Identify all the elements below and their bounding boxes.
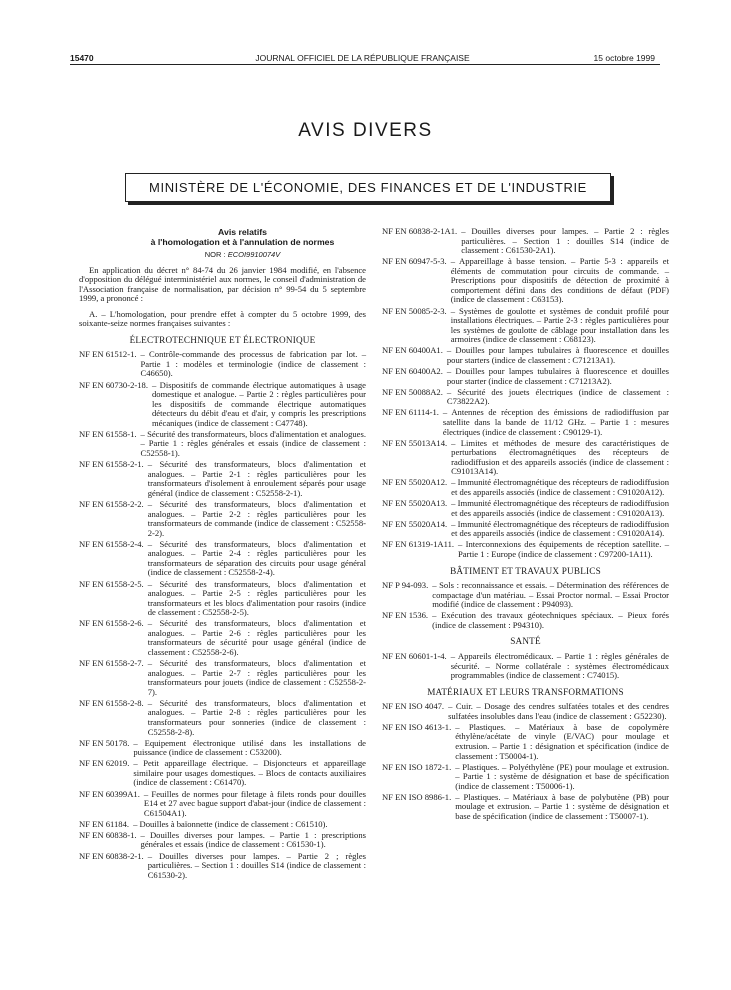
standard-code: NF EN 1536. — [382, 610, 429, 621]
standard-entry — [382, 540, 669, 559]
right-sections — [382, 227, 669, 822]
standard-code: NF EN 61558-2-5. — [79, 578, 144, 589]
standard-code: NF EN 60838-2-1. — [79, 850, 144, 861]
standard-code: NF EN 61558-2-7. — [79, 658, 144, 669]
ministry-name: MINISTÈRE DE L'ÉCONOMIE, DES FINANCES ET DE L'INDUSTRIE — [149, 180, 587, 195]
standard-code: NF EN 61558-2-8. — [79, 697, 144, 708]
intro-paragraph: En application du décret n° 84-74 du 26 janvier 1984 modifié, en l'absence d'opposition du délégué interministériel aux normes, le conseil d'administration de l'Association française de normalisation, par décision n° 99-54 du 5 septembre 1999, a prononcé : — [79, 264, 366, 304]
standard-description: – Sécurité des transformateurs, blocs d'alimentation et analogues. – Partie 2-5 : règles particulières pour les transformateurs et les blocs d'alimentation pour rasoirs (indice de classement : C52558-2-5). — [147, 578, 366, 618]
standard-code: NF EN 55020A12. — [382, 477, 448, 488]
standard-description: – Douilles diverses pour lampes. – Partie 2 : règles particulières. – Section 1 : douilles S14 (indice de classement : C61530-2A1). — [461, 226, 669, 256]
section-heading: MATÉRIAUX ET LEURS TRANSFORMATIONS — [427, 686, 624, 697]
standard-code: NF EN 60399A1. — [79, 788, 140, 799]
standard-code: NF EN 61558-2-1. — [79, 459, 144, 470]
standard-code: NF EN 61184. — [79, 818, 130, 829]
standard-entry — [79, 659, 366, 697]
standard-entry — [382, 388, 669, 407]
standard-entry — [382, 652, 669, 681]
left-column — [79, 227, 366, 882]
standard-description: – Appareils électromédicaux. – Partie 1 : règles générales de sécurité. – Norme collatérale : systèmes électromédicaux programmables (indice de classement : C74015). — [450, 651, 669, 681]
standard-description: – Sécurité des transformateurs, blocs d'alimentation et analogues. – Partie 2-7 : règles particulières pour les transformateurs pour jouets (indice de classement : C52558-2-7). — [147, 658, 366, 697]
standard-code: NF EN 61319-1A11. — [382, 539, 455, 550]
nor-reference — [119, 250, 366, 260]
standard-entry — [79, 852, 366, 881]
standard-entry — [382, 257, 669, 305]
standard-code: NF EN 60400A2. — [382, 366, 443, 377]
standard-code: NF EN 60601-1-4. — [382, 651, 447, 661]
standard-code: NF P 94-093. — [382, 580, 429, 591]
standard-description: – Sécurité des transformateurs, blocs d'alimentation et analogues. – Partie 2-8 : règles particulières pour les transformateurs pour sonneries (indice de classement : C52558-2-8). — [147, 697, 366, 737]
standard-entry — [79, 619, 366, 657]
page-number: 15470 — [70, 53, 94, 63]
standard-code: NF EN 61558-1. — [79, 428, 137, 439]
standard-code: NF EN 50088A2. — [382, 386, 443, 397]
standard-description: – Petit appareillage électrique. – Disjoncteurs et appareillage similaire pour usages domestiques. – Blocs de contacts auxiliaires (indice de classement : C61470). — [133, 758, 366, 788]
standard-description: – Douilles diverses pour lampes. – Partie 1 : prescriptions générales et essais (indice de classement : C61530-1). — [140, 829, 366, 850]
standard-description: – Douilles à baïonnette (indice de classement : C61510). — [133, 818, 328, 829]
section-a-paragraph: A. – L'homologation, pour prendre effet à compter du 5 octobre 1999, des soixante-seize normes françaises suivantes : — [79, 308, 366, 329]
standard-entry — [382, 499, 669, 518]
standard-code: NF EN 55020A13. — [382, 498, 448, 509]
standard-entry — [382, 408, 669, 437]
standard-entry — [382, 611, 669, 630]
publication-date: 15 octobre 1999 — [593, 53, 655, 63]
section-heading: ÉLECTROTECHNIQUE ET ÉLECTRONIQUE — [129, 334, 316, 345]
standard-code: NF EN ISO 4613-1. — [382, 721, 452, 732]
standard-entry — [382, 439, 669, 477]
section-heading: BÂTIMENT ET TRAVAUX PUBLICS — [450, 565, 601, 576]
standard-entry — [382, 793, 669, 822]
avis-title — [119, 227, 366, 247]
standard-entry — [382, 346, 669, 365]
standard-code: NF EN 60838-1. — [79, 829, 137, 840]
standard-entry — [79, 580, 366, 618]
left-sections — [79, 336, 366, 880]
standard-entry — [79, 381, 366, 429]
standard-description: – Cuir. – Dosage des cendres sulfatées totales et des cendres sulfatées insolubles dans l'eau (indice de classement : G52230). — [448, 701, 669, 721]
standard-description: – Plastiques. – Polyéthylène (PE) pour moulage et extrusion. – Partie 1 : système de désignation et base de spécification (indice de classement : T50006-1). — [455, 761, 669, 791]
standard-description: – Contrôle-commande des processus de fabrication par lot. – Partie 1 : modèles et terminologie (indice de classement : C46650). — [140, 349, 366, 379]
standard-entry — [79, 540, 366, 578]
standard-entry — [382, 478, 669, 497]
standard-code: NF EN 60947-5-3. — [382, 256, 447, 267]
standard-entry — [382, 702, 669, 721]
ministry-box — [125, 173, 611, 202]
standard-description: – Appareillage à basse tension. – Partie 5-3 : appareils et éléments de commutation pour circuits de commande. – Prescriptions pour dispositifs de détection de proximité à comportement défini dans des conditions de défaut (PDF) (indice de classement : C63153). — [450, 256, 669, 305]
standard-entry — [382, 307, 669, 345]
journal-title: JOURNAL OFFICIEL DE LA RÉPUBLIQUE FRANÇAISE — [255, 53, 470, 63]
standard-description: – Sécurité des transformateurs, blocs d'alimentation et analogues. – Partie 2-6 : règles particulières pour les transformateurs de sécurité pour usage général (indice de classement : C52558-2-6). — [147, 618, 366, 657]
standard-description: – Douilles diverses pour lampes. – Partie 2 ; règles particulières. – Section 1 : douilles S14 (indice de classement : C61530-2). — [147, 850, 366, 880]
standard-code: NF EN 61512-1. — [79, 349, 137, 360]
standard-description: – Feuilles de normes pour filetage à filets ronds pour douilles E14 et 27 avec bague support d'abat-jour (indice de classement : C61504A1). — [143, 788, 366, 818]
standard-description: – Sécurité des jouets électriques (indice de classement : C73822A2). — [446, 386, 669, 407]
standard-code: NF EN 60838-2-1A1. — [382, 226, 458, 236]
standard-code: NF EN 61558-2-2. — [79, 498, 144, 509]
standard-description: – Immunité électromagnétique des récepteurs de radiodiffusion et des appareils associés (indice de classement : C91020A14). — [451, 518, 669, 539]
avis-title-line2: à l'homologation et à l'annulation de normes — [150, 237, 335, 247]
standard-entry — [79, 759, 366, 788]
standard-description: – Plastiques. – Matériaux à base de copolymère éthylène/acétate de vinyle (E/VAC) pour moulage et extrusion. – Partie 1 : désignation et spécification (indice de classement : T50004-1). — [455, 721, 669, 761]
standard-entry — [382, 367, 669, 386]
standard-description: – Dispositifs de commande électrique automatiques à usage domestique et analogue. – Partie 2 : règles particulières pour les dispositifs de commande électrique automatiques détecteurs du débit d'eau et d'air, y compris les prescriptions mécaniques (indice de classement : C47748). — [152, 379, 366, 428]
standard-description: – Antennes de réception des émissions de radiodiffusion par satellite dans la bande de 11/12 GHz. – Partie 1 : mesures électriques (indice de classement : C90129-1). — [442, 407, 669, 437]
section-heading: SANTÉ — [510, 636, 541, 647]
standard-description: – Douilles pour lampes tubulaires à fluorescence et douilles pour starters (indice de classement : C71213A1). — [446, 345, 669, 365]
standard-description: – Sols : reconnaissance et essais. – Détermination des références de compactage d'un matériau. – Essai Proctor normal. – Essai Proctor modifié (indice de classement : P94093). — [432, 580, 669, 610]
standard-description: – Sécurité des transformateurs, blocs d'alimentation et analogues. – Partie 2-4 : règles particulières pour les transformateurs de séparation des circuits pour usage général (indice de classement : C52558-2-4). — [147, 538, 366, 578]
standard-entry — [382, 763, 669, 792]
standard-description: – Interconnexions des équipements de réception satellite. – Partie 1 : Europe (indice de classement : C97200-1A11). — [458, 539, 669, 560]
standard-entry — [382, 520, 669, 539]
standard-code: NF EN 62019. — [79, 758, 130, 769]
nor-code: ECOI9910074V — [227, 250, 281, 259]
standard-description: – Immunité électromagnétique des récepteurs de radiodiffusion et des appareils associés (indice de classement : C91020A12). — [451, 477, 669, 497]
standard-description: – Sécurité des transformateurs, blocs d'alimentation et analogues. – Partie 1 : règles générales et essais (indice de classement : C52558-1). — [140, 428, 366, 459]
standard-entry — [79, 350, 366, 379]
standard-description: – Sécurité des transformateurs, blocs d'alimentation et analogues. – Partie 2-1 : règles particulières pour les transformateurs d'isolement à enroulement séparés pour usage général (indice de classement : C52558-2-1). — [147, 459, 366, 498]
standard-description: – Douilles pour lampes tubulaires à fluorescence et douilles pour starter (indice de classement : C71213A2). — [446, 366, 669, 386]
standard-code: NF EN ISO 1872-1. — [382, 761, 452, 772]
standard-entry — [382, 227, 669, 256]
standard-description: – Exécution des travaux géotechniques spéciaux. – Pieux forés (indice de classement : P94310). — [432, 610, 669, 630]
standard-code: NF EN 55020A14. — [382, 518, 448, 529]
standard-entry — [79, 820, 366, 830]
standard-code: NF EN 61114-1. — [382, 407, 439, 418]
standard-code: NF EN 60400A1. — [382, 345, 443, 356]
standard-code: NF EN 50178. — [79, 737, 130, 748]
avis-title-line1: Avis relatifs — [218, 227, 267, 237]
standard-entry — [382, 723, 669, 761]
standard-code: NF EN 60730-2-18. — [79, 379, 148, 390]
standard-code: NF EN ISO 4047. — [382, 701, 445, 712]
standard-code: NF EN 55013A14. — [382, 437, 448, 448]
standard-code: NF EN 61558-2-6. — [79, 618, 144, 629]
header-rule — [70, 64, 660, 65]
standard-entry — [79, 790, 366, 819]
standard-entry — [79, 831, 366, 850]
standard-description: – Immunité électromagnétique des récepteurs de radiodiffusion et des appareils associés (indice de classement : C91020A13). — [451, 498, 669, 518]
standard-description: – Limites et méthodes de mesure des caractéristiques de perturbations électromagnétiques des récepteurs de radiodiffusion et des appareils associés (indice de classement : C91013A14). — [451, 437, 669, 477]
standard-description: – Systèmes de goulotte et systèmes de conduit profilé pour installations électriques. – Partie 2-3 : règles particulières pour les systèmes de goulotte de câblage pour installation dans les armoires (indice de classement : C68123). — [450, 305, 669, 345]
standard-entry — [382, 581, 669, 610]
right-column — [382, 227, 669, 823]
standard-entry — [79, 699, 366, 737]
standard-description: – Sécurité des transformateurs, blocs d'alimentation et analogues. – Partie 2-2 : règles particulières pour les transformateurs de commande (indice de classement : C52558-2-2). — [147, 498, 366, 538]
standard-code: NF EN 50085-2-3. — [382, 305, 447, 316]
standard-entry — [79, 430, 366, 459]
standard-code: NF EN ISO 8986-1. — [382, 791, 452, 802]
standard-entry — [79, 739, 366, 758]
page-title: AVIS DIVERS — [298, 120, 433, 141]
nor-label: NOR : — [204, 250, 226, 259]
standard-description: – Equipement électronique utilisé dans les installations de puissance (indice de classement : C53200). — [133, 737, 366, 758]
standard-description: – Plastiques. – Matériaux à base de polybutène (PB) pour moulage et extrusion. – Partie 1 : système de désignation et base de spécification (indice de classement : T50007-1). — [455, 791, 669, 821]
standard-entry — [79, 500, 366, 538]
standard-code: NF EN 61558-2-4. — [79, 538, 144, 549]
standard-entry — [79, 460, 366, 498]
